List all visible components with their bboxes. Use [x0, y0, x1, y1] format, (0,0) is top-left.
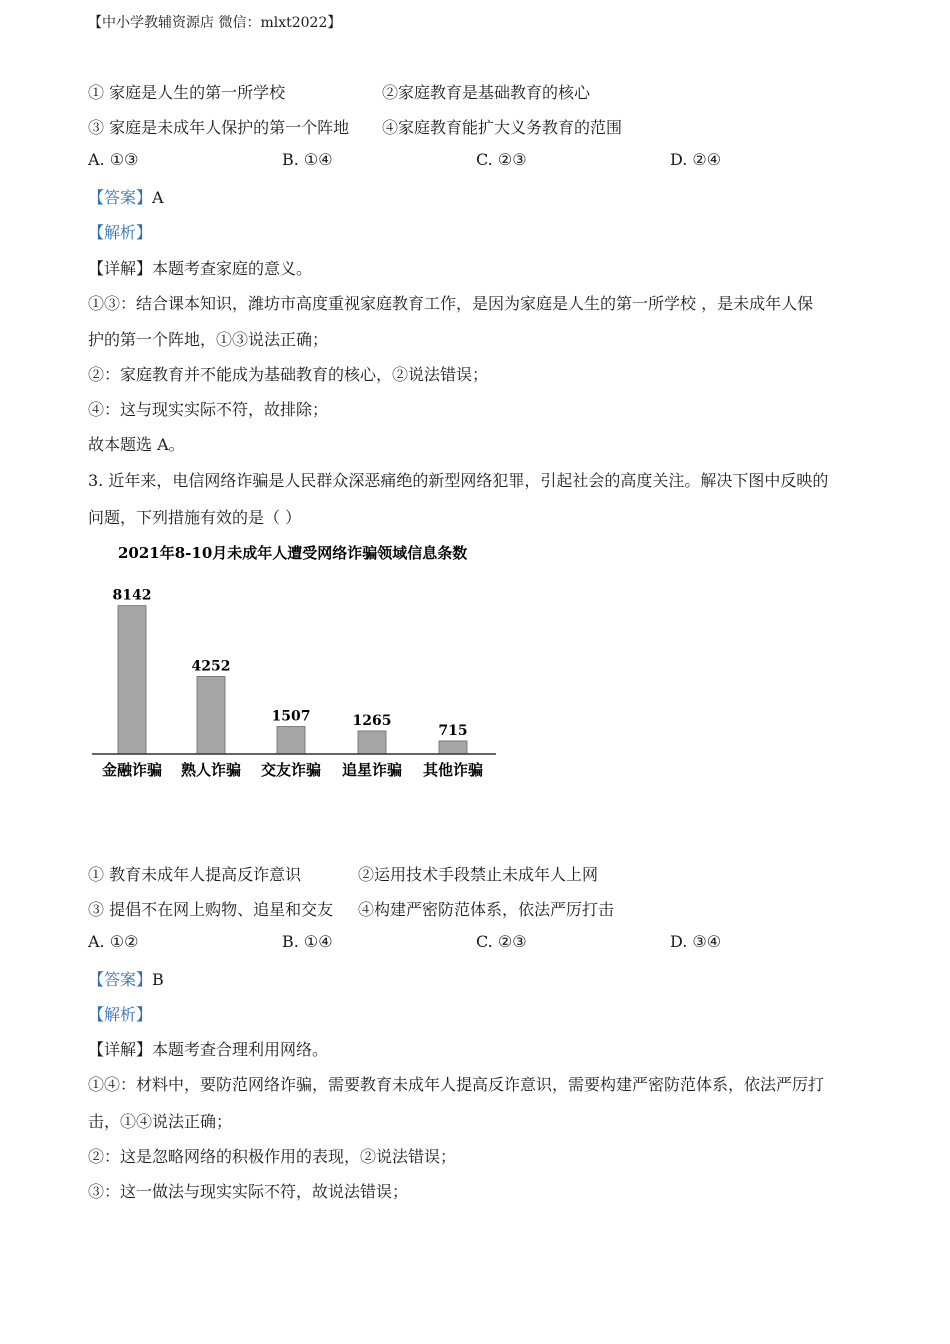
q2-answer-tag: 【答案】: [88, 188, 153, 207]
q2-statement-4: ④家庭教育能扩大义务教育的范围: [382, 118, 623, 137]
q2-answer: [88, 185, 164, 208]
q2-conclusion: 故本题选 A。: [88, 435, 185, 454]
bar-5: [439, 741, 467, 754]
q3-detail: [88, 1037, 328, 1060]
bar-1: [118, 606, 146, 754]
q3-statement-3: ③ 提倡不在网上购物、追星和交友: [88, 900, 334, 919]
q3-analysis-tag: 【解析】: [88, 1005, 153, 1024]
q2-detail-intro: 本题考查家庭的意义。: [152, 259, 313, 278]
q3-detail-line-4: ③：这一做法与现实实际不符，故说法错误；: [88, 1182, 409, 1201]
chart-bars: [102, 588, 483, 779]
q3-detail-line-1: ①④：材料中，要防范网络诈骗，需要教育未成年人提高反诈意识，需要构建严密防范体系，依法严厉打: [88, 1075, 825, 1094]
category-label-1: 金融诈骗: [101, 761, 163, 779]
source-header: 【中小学教辅资源店 微信：mlxt2022】: [88, 15, 342, 31]
bar-value-label-4: 1265: [352, 712, 392, 729]
q2-statement-row-2: [88, 115, 623, 138]
q3-stem-line-1: 3. 近年来，电信网络诈骗是人民群众深恶痛绝的新型网络犯罪，引起社会的高度关注。解决下图中反映的: [88, 471, 829, 490]
chart-title: 2021年8-10月未成年人遭受网络诈骗领域信息条数: [118, 544, 468, 562]
q3-detail-tag: 【详解】: [88, 1040, 153, 1059]
q2-statement-1: ① 家庭是人生的第一所学校: [88, 83, 286, 102]
q3-detail-line-3: ②：这是忽略网络的积极作用的表现，②说法错误；: [88, 1147, 457, 1166]
q3-answer-value: B: [152, 970, 164, 989]
q2-detail-line-4: ④：这与现实实际不符，故排除；: [88, 400, 329, 419]
bar-value-label-2: 4252: [191, 658, 231, 675]
q2-statement-row-1: [88, 80, 591, 103]
q3-detail-line-2: 击，①④说法正确；: [88, 1112, 233, 1131]
q2-option-c[interactable]: C. ②③: [476, 150, 527, 169]
fraud-bar-chart: [88, 538, 508, 792]
q2-answer-value: A: [152, 188, 164, 207]
q2-detail-tag: 【详解】: [88, 259, 153, 278]
q3-answer: [88, 967, 164, 990]
q3-stem-line-2: 问题，下列措施有效的是（ ）: [88, 508, 302, 527]
category-label-3: 交友诈骗: [260, 761, 322, 779]
bar-value-label-3: 1507: [271, 708, 311, 725]
q2-statement-2: ②家庭教育是基础教育的核心: [382, 83, 591, 102]
q3-option-a[interactable]: A. ①②: [88, 932, 139, 951]
bar-4: [358, 731, 386, 754]
q2-detail-line-3: ②：家庭教育并不能成为基础教育的核心，②说法错误；: [88, 365, 489, 384]
category-label-2: 熟人诈骗: [180, 761, 242, 779]
q2-statement-3: ③ 家庭是未成年人保护的第一个阵地: [88, 118, 350, 137]
q2-option-b[interactable]: B. ①④: [282, 150, 333, 169]
category-label-5: 其他诈骗: [422, 761, 484, 779]
q3-statement-4: ④构建严密防范体系，依法严厉打击: [358, 900, 615, 919]
q2-option-d[interactable]: D. ②④: [670, 150, 722, 169]
q3-statement-1: ① 教育未成年人提高反诈意识: [88, 865, 302, 884]
q2-option-a[interactable]: A. ①③: [88, 150, 139, 169]
q3-option-c[interactable]: C. ②③: [476, 932, 527, 951]
q2-analysis-tag: 【解析】: [88, 223, 153, 242]
q2-detail-line-1: ①③：结合课本知识，潍坊市高度重视家庭教育工作，是因为家庭是人生的第一所学校 ，是未成年人保: [88, 294, 814, 313]
bar-3: [277, 727, 305, 754]
q3-option-d[interactable]: D. ③④: [670, 932, 722, 951]
bar-value-label-5: 715: [438, 722, 468, 739]
category-label-4: 追星诈骗: [341, 761, 403, 779]
bar-2: [197, 677, 225, 754]
q2-detail-line-2: 护的第一个阵地，①③说法正确；: [88, 330, 329, 349]
q3-statement-row-1: [88, 862, 599, 885]
q3-statement-2: ②运用技术手段禁止未成年人上网: [358, 865, 599, 884]
chart-svg: [88, 538, 508, 788]
q3-statement-row-2: [88, 897, 615, 920]
q3-answer-tag: 【答案】: [88, 970, 153, 989]
bar-value-label-1: 8142: [112, 587, 152, 604]
q2-detail: [88, 256, 312, 279]
q3-detail-intro: 本题考查合理利用网络。: [152, 1040, 329, 1059]
q3-option-b[interactable]: B. ①④: [282, 932, 333, 951]
